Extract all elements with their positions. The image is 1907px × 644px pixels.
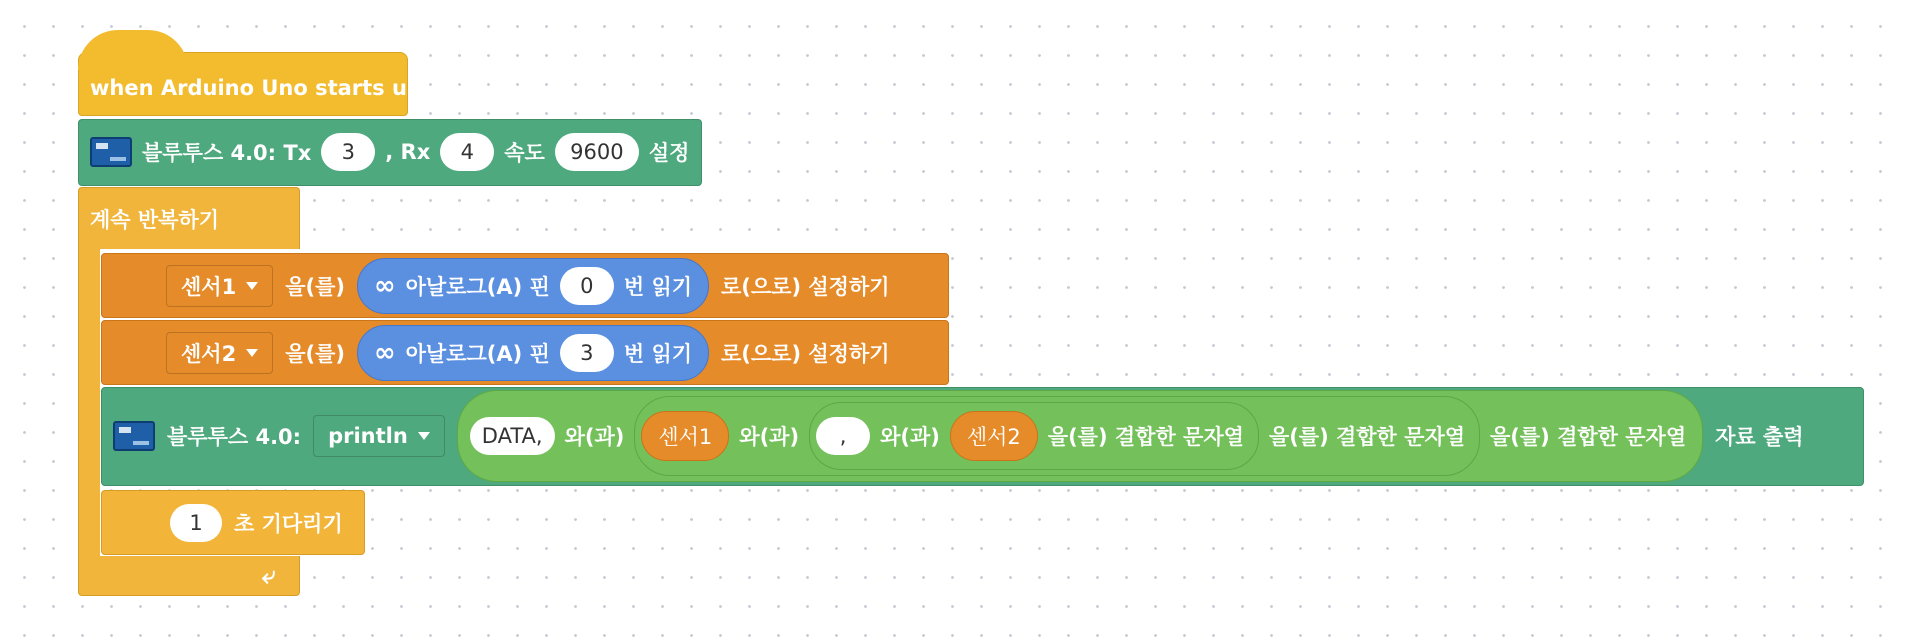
analog-read-suffix: 번 읽기 <box>623 275 693 299</box>
and-particle-1: 와(과) <box>564 425 625 449</box>
text-comma-input[interactable]: , <box>816 417 870 455</box>
join-inner-block[interactable] <box>809 402 1259 470</box>
text-data-input[interactable]: DATA, <box>470 417 555 455</box>
object-particle: 을(를) <box>285 275 345 299</box>
and-particle-2: 와(과) <box>739 425 800 449</box>
analog-read-block[interactable] <box>357 325 709 381</box>
bluetooth-print-suffix: 자료 출력 <box>1715 425 1804 449</box>
rx-pin-input[interactable]: 4 <box>440 133 494 171</box>
chevron-down-icon <box>246 349 258 357</box>
analog-pin-input[interactable]: 0 <box>560 267 614 305</box>
set-sensor1-row <box>166 264 890 308</box>
event-hat-cap <box>78 30 188 70</box>
forever-loop-label: 계속 반복하기 <box>90 208 220 232</box>
arduino-board-icon <box>113 421 155 451</box>
arduino-board-icon <box>90 137 132 167</box>
sensor1-variable-name: 센서1 <box>181 275 237 299</box>
set-sensor2-row <box>166 331 890 375</box>
bluetooth-setup-row <box>90 131 689 173</box>
sensor2-reporter[interactable]: 센서2 <box>950 411 1038 461</box>
analog-read-block[interactable] <box>357 258 709 314</box>
sensor2-variable-dropdown[interactable] <box>166 332 273 374</box>
join-middle-suffix: 을(를) 결합한 문자열 <box>1268 425 1466 449</box>
repeat-arrow-icon: ⤶ <box>262 561 276 589</box>
forever-loop-arm <box>78 248 100 570</box>
analog-read-suffix: 번 읽기 <box>623 342 693 366</box>
baud-rate-input[interactable]: 9600 <box>555 133 639 171</box>
bluetooth-print-prefix: 블루투스 4.0: <box>167 425 302 449</box>
sensor2-variable-name: 센서2 <box>181 342 237 366</box>
speed-label: 속도 <box>504 141 545 165</box>
sensor1-reporter[interactable]: 센서1 <box>641 411 729 461</box>
set-sensor2-suffix: 로(으로) 설정하기 <box>721 342 890 366</box>
analog-pin-input[interactable]: 3 <box>560 334 614 372</box>
wait-row <box>170 502 343 544</box>
wait-label: 초 기다리기 <box>234 512 343 536</box>
bluetooth-setup-suffix: 설정 <box>648 141 690 165</box>
join-outer-block[interactable] <box>457 390 1703 482</box>
analog-read-label: 아날로그(A) 핀 <box>405 275 550 299</box>
event-hat-label: when Arduino Uno starts up <box>90 76 422 100</box>
infinity-icon: ∞ <box>373 271 396 301</box>
bluetooth-print-row <box>113 406 1804 466</box>
tx-pin-input[interactable]: 3 <box>321 133 375 171</box>
chevron-down-icon <box>418 432 430 440</box>
rx-label: , Rx <box>385 140 431 164</box>
sensor1-variable-dropdown[interactable] <box>166 265 273 307</box>
object-particle: 을(를) <box>285 342 345 366</box>
wait-seconds-input[interactable]: 1 <box>170 504 222 542</box>
join-outer-suffix: 을(를) 결합한 문자열 <box>1490 425 1687 449</box>
analog-read-label: 아날로그(A) 핀 <box>405 342 550 366</box>
join-inner-suffix: 을(를) 결합한 문자열 <box>1047 425 1244 449</box>
infinity-icon: ∞ <box>373 338 396 368</box>
print-mode-value: println <box>328 424 408 448</box>
chevron-down-icon <box>246 282 258 290</box>
print-mode-dropdown[interactable] <box>313 415 445 457</box>
bluetooth-setup-prefix: 블루투스 4.0: Tx <box>142 141 312 165</box>
join-middle-block[interactable] <box>634 396 1480 476</box>
set-sensor1-suffix: 로(으로) 설정하기 <box>721 275 890 299</box>
and-particle-3: 와(과) <box>880 425 940 449</box>
